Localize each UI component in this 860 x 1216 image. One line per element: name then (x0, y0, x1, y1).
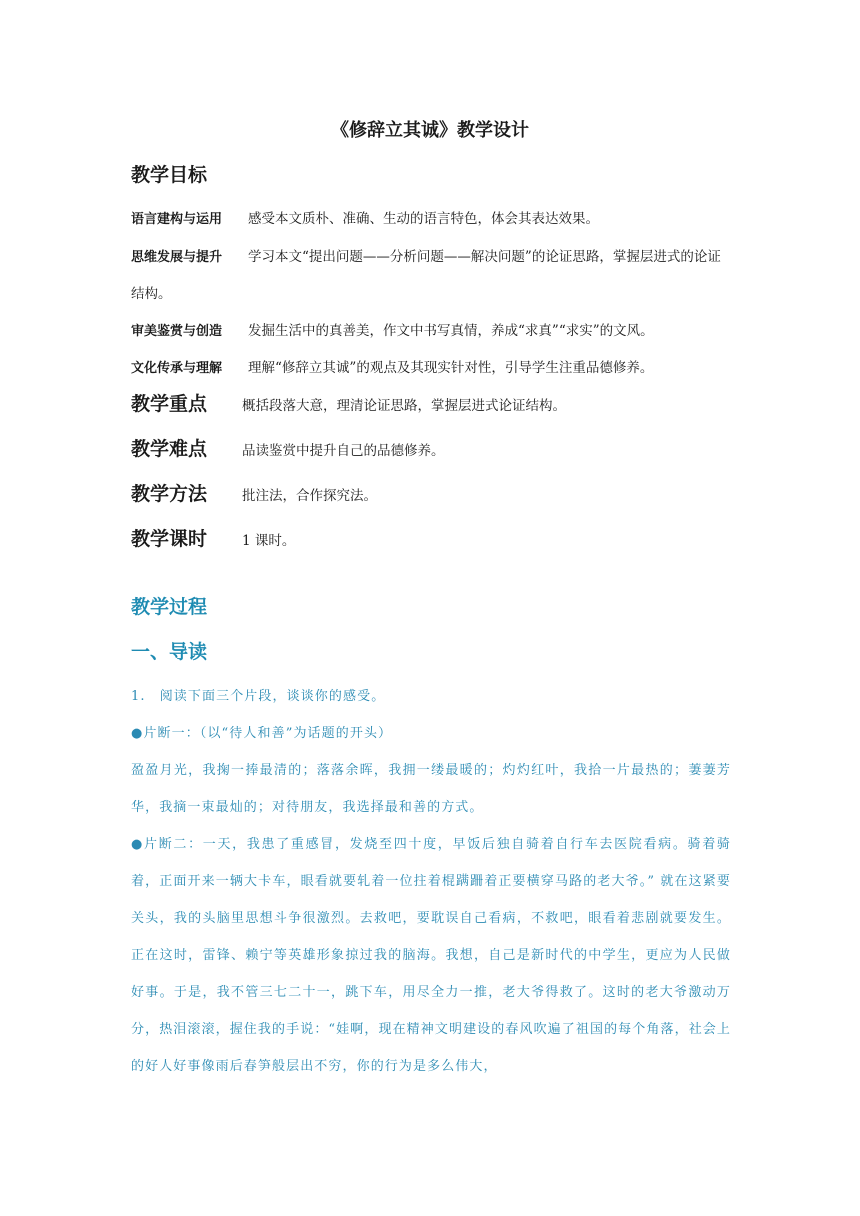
goal-item (131, 239, 731, 312)
difficulties-text: 品读鉴赏中提升自己的品德修养。 (242, 443, 445, 459)
goal-label: 审美鉴赏与创造 (131, 324, 223, 339)
goal-label: 语言建构与运用 (131, 212, 223, 227)
fragment2-body (131, 826, 731, 1085)
goal-label: 文化传承与理解 (131, 361, 223, 376)
fragment2-text: 片断二：一天，我患了重感冒，发烧至四十度，早饭后独自骑着自行车去医院看病。骑着骑着，正面开来一辆大卡车，眼看就要轧着一位拄着棍蹒跚着正要横穿马路的老大爷。” 就在这紧要关头，我的头脑里思想斗争很激烈。去救吧，要耽误自己看病，不救吧，眼看着悲剧就要发生。正在这时，雷锋、赖宁等英雄形象掠过我的脑海。我想，自己是新时代的中学生，更应为人民做好事。于是，我不管三七二十一，跳下车，用尽全力一推，老大爷得救了。这时的老大爷激动万分，热泪滚滚，握住我的手说：“娃啊，现在精神文明建设的春风吹遍了祖国的每个角落，社会上的好人好事像雨后春笋般层出不穷，你的行为是多么伟大， (131, 837, 731, 1074)
goal-text: 发掘生活中的真善美，作文中书写真情，养成“求真”“求实”的文风。 (248, 323, 654, 339)
fragment1-title (131, 715, 731, 752)
goal-item (131, 201, 731, 238)
key-points-text: 概括段落大意，理清论证思路，掌握层进式论证结构。 (242, 398, 566, 414)
key-points-label: 教学重点 (131, 393, 208, 415)
difficulties-row (131, 434, 731, 464)
bullet-icon: ● (131, 726, 144, 741)
hours-label: 教学课时 (131, 528, 208, 550)
difficulties-label: 教学难点 (131, 438, 208, 460)
goal-label: 思维发展与提升 (131, 250, 223, 265)
methods-text: 批注法，合作探究法。 (242, 488, 377, 504)
goal-text: 学习本文“提出问题——分析问题——解决问题”的论证思路，掌握层进式的论证结构。 (131, 249, 721, 302)
item1-text: 1. 阅读下面三个片段，谈谈你的感受。 (131, 689, 386, 704)
document-title: 《修辞立其诚》教学设计 (331, 120, 529, 141)
fragment1-body: 盈盈月光，我掬一捧最清的；落落余晖，我拥一缕最暖的；灼灼红叶，我拾一片最热的；萋萋芳华，我摘一束最灿的；对待朋友，我选择最和善的方式。 (131, 763, 731, 815)
goal-text: 理解“修辞立其诚”的观点及其现实针对性，引导学生注重品德修养。 (248, 360, 654, 376)
section1-heading: 一、导读 (131, 641, 208, 663)
methods-row (131, 479, 731, 509)
key-points-row (131, 389, 731, 419)
fragment1-title-text: 片断一：（以“待人和善”为话题的开头） (143, 726, 393, 741)
process-heading: 教学过程 (131, 596, 208, 618)
goal-item (131, 350, 731, 387)
hours-text: 1 课时。 (242, 533, 296, 549)
hours-row (131, 524, 731, 554)
goal-item (131, 313, 731, 350)
goals-heading: 教学目标 (131, 164, 208, 186)
goal-text: 感受本文质朴、准确、生动的语言特色，体会其表达效果。 (248, 211, 600, 227)
methods-label: 教学方法 (131, 483, 208, 505)
bullet-icon: ● (131, 837, 145, 852)
